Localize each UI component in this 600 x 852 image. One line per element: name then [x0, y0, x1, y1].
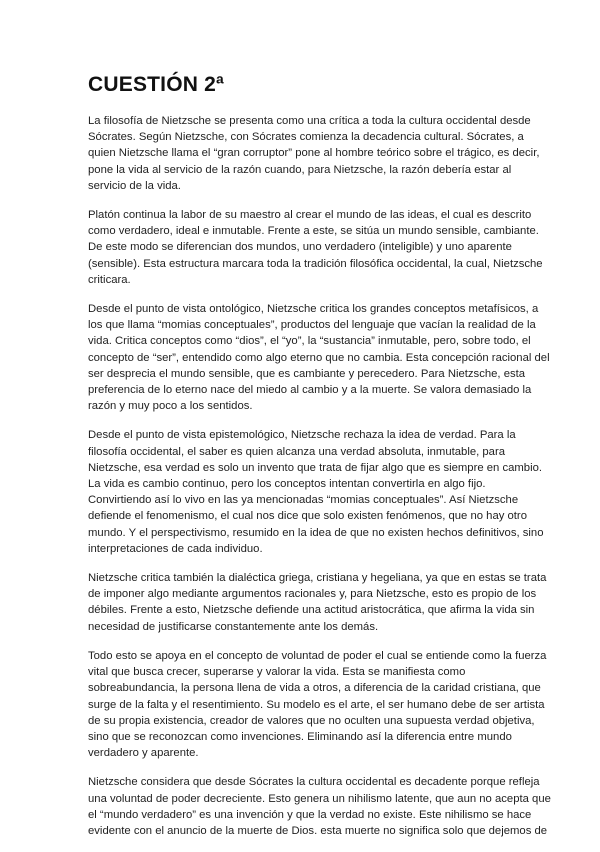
- paragraph-line: ser desprecia el mundo sensible, que es cambiante y perecedero. Para Nietzsche, esta: [88, 367, 526, 380]
- paragraph-line: La vida es cambio continuo, pero los conceptos intentan convertirla en algo fijo.: [88, 478, 486, 491]
- paragraph-line: preferencia de lo eterno nace del miedo al cambio y a la muerte. Se valora demasiado la: [88, 384, 532, 397]
- paragraph-line: sobreabundancia, la persona llena de vida a otros, a diferencia de la caridad cristiana, que: [88, 682, 541, 695]
- paragraph-line: interpretaciones de cada individuo.: [88, 542, 263, 555]
- document-body: [88, 113, 551, 852]
- paragraph-line: verdadero y aparente.: [88, 747, 199, 760]
- paragraph-line: vida. Critica conceptos como “dios”, el “yo”, la “sustancia” inmutable, pero, sobre todo, el: [88, 335, 531, 348]
- document-title: CUESTIÓN 2ª: [88, 73, 224, 96]
- paragraph-line: Nietzsche critica también la dialéctica griega, cristiana y hegeliana, ya que en estas se trata: [88, 572, 547, 585]
- paragraph-line: criticara.: [88, 273, 131, 286]
- paragraph-line: los que llama “momias conceptuales”, productos del lenguaje que vacían la realidad de la: [88, 319, 536, 332]
- paragraph: [88, 113, 540, 194]
- paragraph-line: Desde el punto de vista ontológico, Nietzsche critica los grandes conceptos metafísicos, a: [88, 303, 539, 316]
- paragraph-line: mundo. Y el perspectivismo, resumido en la idea de que no existen hechos definitivos, sino: [88, 526, 544, 539]
- paragraph-line: evidente con el anuncio de la muerte de Dios. esta muerte no significa solo que dejemos de: [88, 824, 548, 837]
- paragraph-line: pone la vida al servicio de la razón cuando, para Nietzsche, la razón debería estar al: [88, 163, 512, 176]
- paragraph-line: vital que busca crecer, superarse y valorar la vida. Esta se manifiesta como: [88, 666, 466, 679]
- paragraph: [88, 774, 551, 839]
- paragraph-line: Desde el punto de vista epistemológico, Nietzsche rechaza la idea de verdad. Para la: [88, 429, 516, 442]
- paragraph-line: Sócrates. Según Nietzsche, con Sócrates comienza la decadencia cultural. Sócrates, a: [88, 131, 524, 144]
- paragraph: [88, 570, 547, 635]
- paragraph: [88, 427, 544, 557]
- paragraph-line: de imponer algo mediante argumentos racionales y, para Nietzsche, esto es propio de los: [88, 588, 537, 601]
- paragraph-line: débiles. Frente a esto, Nietzsche defiende una actitud aristocrática, que afirma la vida sin: [88, 604, 535, 617]
- paragraph-line: necesidad de justificarse constantemente ante los demás.: [88, 620, 379, 633]
- paragraph-line: La filosofía de Nietzsche se presenta como una crítica a toda la cultura occidental desde: [88, 115, 531, 127]
- paragraph-line: servicio de la vida.: [88, 179, 181, 192]
- paragraph-line: concepto de “ser”, entendido como algo eterno que no cambia. Esta concepción racional del: [88, 351, 550, 364]
- paragraph-line: surge de la falta y el resentimiento. Su modelo es el arte, el ser humano debe de ser artista: [88, 698, 545, 711]
- paragraph-line: de su propia existencia, creador de valores que no oculten una supuesta verdad objetiva,: [88, 714, 535, 727]
- paragraph-line: el “mundo verdadero” es una invención y que la verdad no existe. Este nihilismo se hace: [88, 808, 532, 821]
- paragraph-line: Nietzsche, esa verdad es solo un invento que trata de fijar algo que es siempre en cambio.: [88, 461, 543, 474]
- paragraph-line: como verdadero, ideal e inmutable. Frente a este, se sitúa un mundo sensible, cambiante.: [88, 225, 539, 238]
- paragraph-line: una voluntad de poder decreciente. Esto genera un nihilismo latente, que aun no acepta que: [88, 792, 551, 805]
- paragraph-line: Nietzsche considera que desde Sócrates la cultura occidental es decadente porque refleja: [88, 776, 540, 789]
- paragraph: [88, 207, 543, 288]
- paragraph-line: razón y muy poco a los sentidos.: [88, 400, 253, 413]
- paragraph-line: De este modo se diferencian dos mundos, uno verdadero (inteligible) y uno aparente: [88, 241, 512, 254]
- paragraph-line: filosofía occidental, el saber es quien alcanza una verdad absoluta, inmutable, para: [88, 445, 505, 458]
- paragraph: [88, 301, 550, 414]
- paragraph-line: (sensible). Esta estructura marcara toda la tradición filosófica occidental, la cual, Nietzsche: [88, 257, 543, 270]
- paragraph-line: defiende el fenomenismo, el cual nos dice que solo existen fenómenos, que no hay otro: [88, 510, 527, 523]
- paragraph-line: Todo esto se apoya en el concepto de voluntad de poder el cual se entiende como la fuerza: [88, 649, 547, 662]
- paragraph-line: Platón continua la labor de su maestro al crear el mundo de las ideas, el cual es descrito: [88, 209, 532, 222]
- paragraph: [88, 648, 547, 761]
- paragraph-line: Convirtiendo así lo vivo en las ya mencionadas “momias conceptuales”. Así Nietzsche: [88, 494, 519, 507]
- paragraph-line: sino que se reconozcan como invenciones. Eliminando así la diferencia entre mundo: [88, 730, 512, 743]
- paragraph-line: quien Nietzsche llama el “gran corruptor” pone al hombre teórico sobre el trágico, es decir,: [88, 147, 540, 160]
